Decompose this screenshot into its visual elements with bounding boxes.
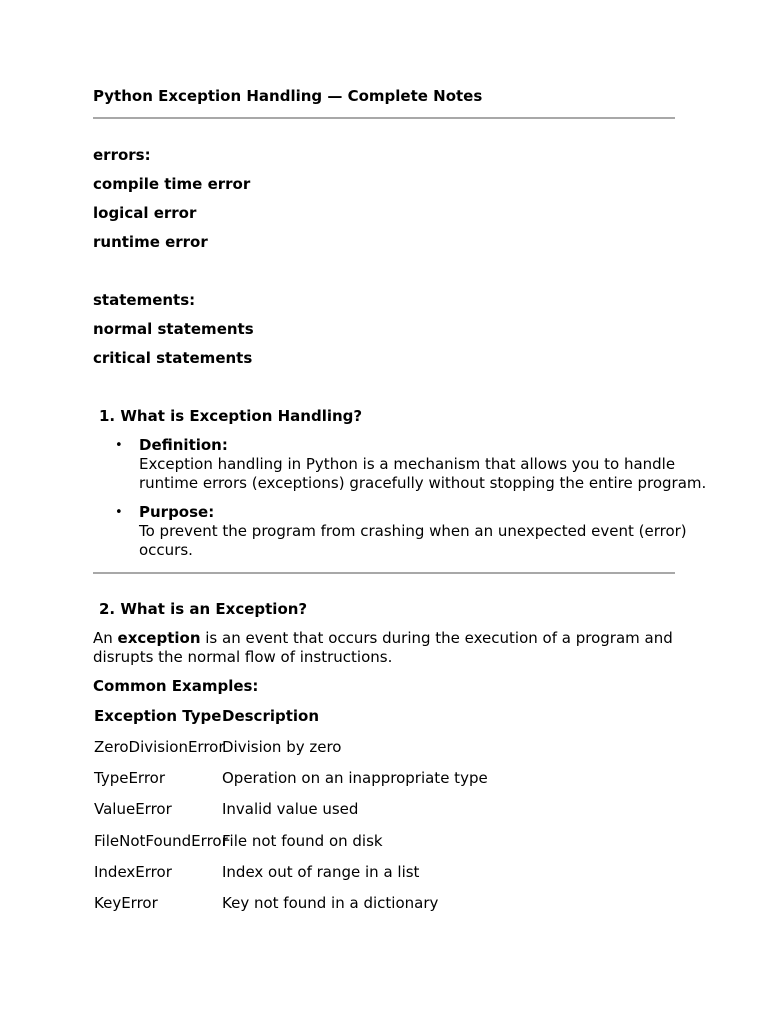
examples-heading: Common Examples: [93, 677, 259, 695]
bullet-list [93, 436, 733, 560]
table-row [94, 863, 488, 894]
bullet-label: Purpose: [139, 503, 215, 521]
error-item: logical error [93, 204, 197, 222]
bullet-item [93, 436, 733, 493]
exception-type-cell: FileNotFoundError [94, 831, 228, 850]
table-header-row [94, 707, 488, 738]
horizontal-rule [93, 572, 675, 574]
intro-suffix: is an event that occurs during the execution of a program and disrupts the normal flow of instructions. [93, 629, 673, 666]
intro-bold-term: exception [117, 629, 201, 647]
exception-type-cell: TypeError [94, 769, 166, 788]
statement-item: normal statements [93, 320, 254, 338]
bullet-text: To prevent the program from crashing when an unexpected event (error) occurs. [139, 522, 687, 559]
description-cell: File not found on disk [222, 831, 383, 850]
description-cell: Division by zero [222, 738, 342, 756]
exception-type-cell: IndexError [94, 862, 172, 881]
document-body [93, 86, 733, 925]
statements-heading: statements: [93, 291, 196, 309]
exception-type-cell: ValueError [94, 800, 172, 819]
column-header: Exception Type [94, 707, 222, 725]
exception-type-cell: ZeroDivisionError [94, 738, 225, 756]
intro-paragraph [93, 629, 713, 667]
table-row [94, 738, 488, 769]
description-cell: Invalid value used [222, 800, 359, 819]
section-heading: 2. What is an Exception? [99, 600, 308, 618]
bullet-label: Definition: [139, 436, 228, 454]
section-heading: 1. What is Exception Handling? [99, 407, 363, 425]
bullet-dot-icon: • [115, 505, 123, 520]
horizontal-rule [93, 117, 675, 119]
exception-type-cell: KeyError [94, 893, 158, 912]
bullet-dot-icon: • [115, 438, 123, 453]
errors-heading: errors: [93, 146, 151, 164]
bullet-text: Exception handling in Python is a mechanism that allows you to handle runtime errors (exceptions) gracefully without stopping the entire program. [139, 455, 707, 492]
page-title: Python Exception Handling — Complete Notes [93, 87, 483, 105]
description-cell: Key not found in a dictionary [222, 893, 439, 912]
column-header: Description [222, 707, 320, 725]
error-item: compile time error [93, 175, 251, 193]
table-row [94, 894, 488, 925]
exceptions-table [94, 707, 488, 925]
description-cell: Index out of range in a list [222, 862, 420, 881]
bullet-item [93, 503, 733, 560]
table-row [94, 769, 488, 800]
description-cell: Operation on an inappropriate type [222, 769, 488, 788]
table-row [94, 800, 488, 831]
intro-prefix: An [93, 629, 118, 647]
table-row [94, 832, 488, 863]
error-item: runtime error [93, 233, 208, 251]
statement-item: critical statements [93, 349, 253, 367]
